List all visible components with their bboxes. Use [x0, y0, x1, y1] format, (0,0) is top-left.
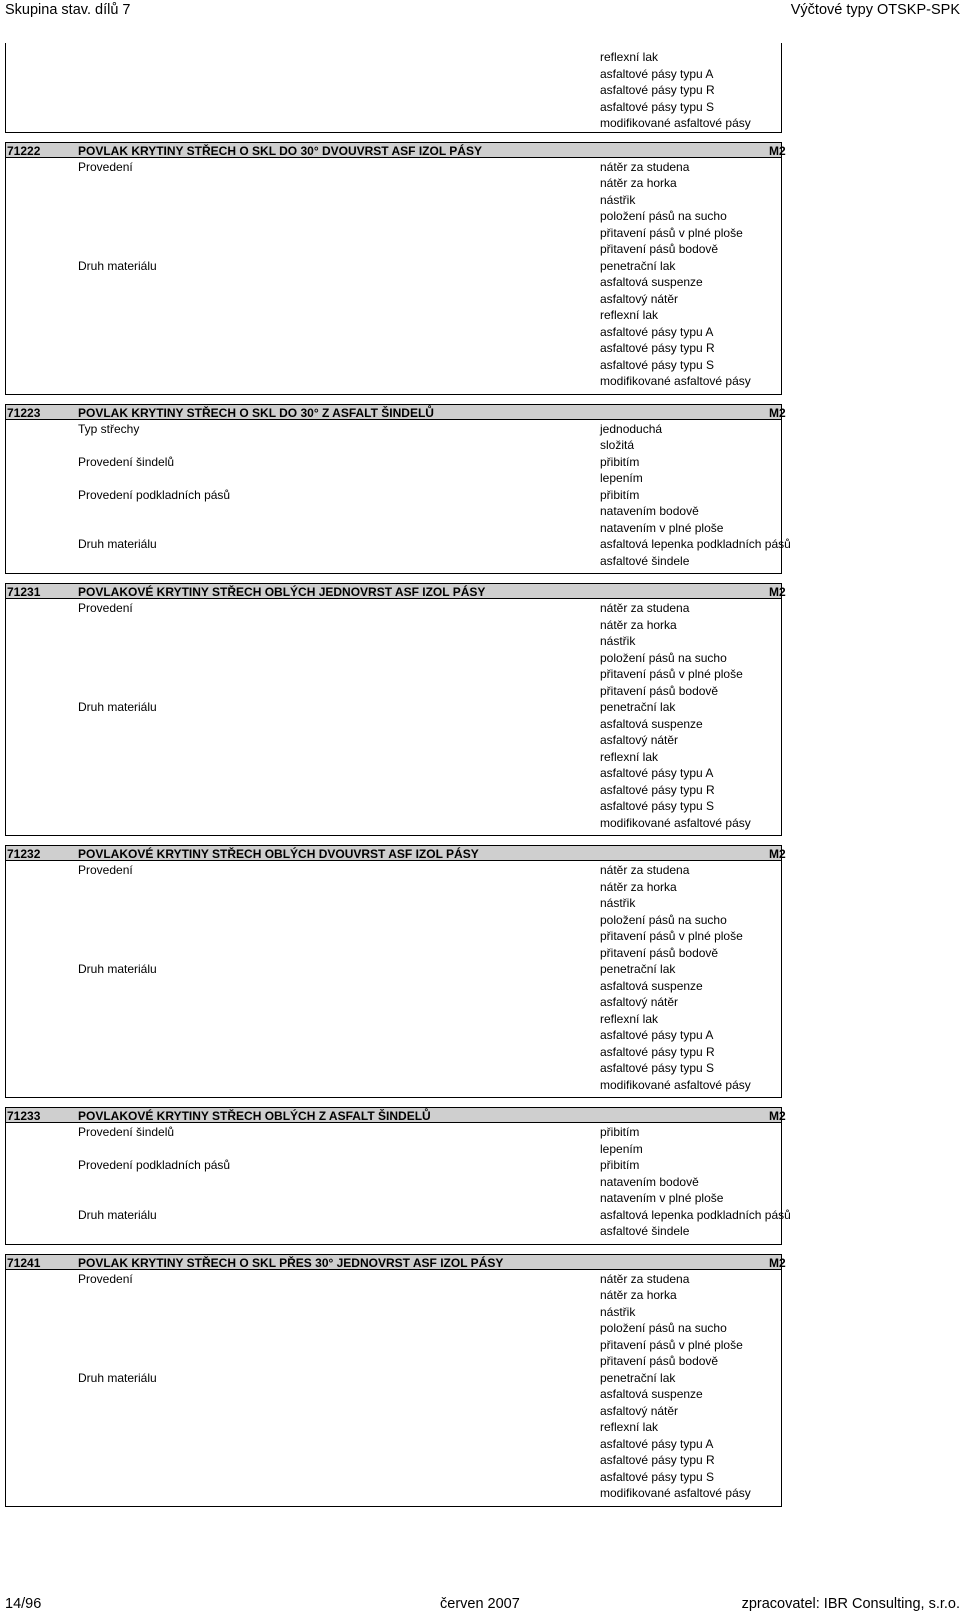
- property-label: Provedení podkladních pásů: [78, 1158, 231, 1172]
- value-item: nástřik: [600, 1304, 636, 1319]
- value-item: nátěr za horka: [600, 1288, 677, 1302]
- property-values: [600, 1370, 751, 1502]
- value-item: nátěr za studena: [600, 1271, 690, 1286]
- value-item: asfaltová suspenze: [600, 978, 703, 993]
- value-item: lepením: [600, 471, 643, 485]
- item-block: [5, 845, 786, 1098]
- value-item: přitavení pásů bodově: [600, 242, 719, 256]
- continuation-block: [5, 43, 782, 133]
- property-values: [600, 600, 743, 699]
- value-item: asfaltové pásy typu R: [600, 83, 715, 97]
- value-item: přitavení pásů bodově: [600, 945, 719, 960]
- property-label: Druh materiálu: [78, 1207, 157, 1222]
- value-item: asfaltové pásy typu S: [600, 1469, 715, 1484]
- value-item: asfaltová lepenka podkladních pásů: [600, 1207, 791, 1222]
- continuation-values: [600, 49, 751, 132]
- value-item: nátěr za horka: [600, 176, 677, 190]
- property-label: Druh materiálu: [78, 700, 157, 714]
- value-item: asfaltový nátěr: [600, 995, 679, 1009]
- value-item: asfaltové pásy typu A: [600, 1436, 714, 1451]
- property-label: Provedení podkladních pásů: [78, 487, 231, 502]
- item-title: POVLAKOVÉ KRYTINY STŘECH OBLÝCH Z ASFALT ŠINDELŮ: [78, 1109, 431, 1123]
- property-label: Druh materiálu: [78, 537, 157, 551]
- property-values: [600, 1207, 791, 1240]
- property-label: Druh materiálu: [78, 962, 157, 976]
- value-item: přitavení pásů v plné ploše: [600, 225, 743, 240]
- item-code: 71241: [7, 1255, 41, 1270]
- page-number: 14/96: [5, 1596, 42, 1612]
- value-item: přibitím: [600, 487, 640, 502]
- item-header-bar: [6, 1254, 786, 1270]
- value-item: modifikované asfaltové pásy: [600, 1486, 751, 1500]
- value-item: asfaltové pásy typu R: [600, 1044, 715, 1059]
- value-item: asfaltová suspenze: [600, 1387, 703, 1401]
- item-code: 71223: [7, 405, 41, 420]
- value-item: asfaltová suspenze: [600, 275, 703, 289]
- page-header: [0, 0, 960, 24]
- value-item: lepením: [600, 1141, 643, 1156]
- value-item: jednoduchá: [600, 421, 663, 436]
- value-item: nástřik: [600, 634, 636, 648]
- item-title: POVLAK KRYTINY STŘECH O SKL DO 30° Z ASFALT ŠINDELŮ: [78, 405, 434, 420]
- item-block: [5, 1107, 791, 1245]
- property-values: [600, 487, 723, 537]
- property-label: Provedení: [78, 601, 133, 615]
- property-values: [600, 961, 751, 1093]
- value-item: asfaltové pásy typu R: [600, 782, 715, 797]
- footer-date: červen 2007: [440, 1596, 520, 1612]
- value-item: modifikované asfaltové pásy: [600, 815, 751, 830]
- item-block: [5, 142, 786, 395]
- value-item: nátěr za horka: [600, 879, 677, 894]
- item-header-bar: [6, 142, 786, 158]
- value-item: reflexní lak: [600, 1011, 659, 1026]
- value-item: asfaltové pásy typu R: [600, 1453, 715, 1467]
- value-item: asfaltové šindele: [600, 1224, 690, 1238]
- value-item: asfaltové pásy typu R: [600, 341, 715, 355]
- value-item: přitavení pásů bodově: [600, 1354, 719, 1368]
- item-header-bar: [6, 404, 786, 420]
- property-values: [600, 1157, 723, 1207]
- item-unit: M2: [769, 405, 786, 420]
- value-item: asfaltový nátěr: [600, 1403, 679, 1418]
- property-label: Provedení: [78, 863, 133, 877]
- value-item: reflexní lak: [600, 1420, 659, 1434]
- item-header-bar: [6, 583, 786, 599]
- value-item: reflexní lak: [600, 308, 659, 322]
- value-item: nátěr za studena: [600, 863, 690, 877]
- property-values: [600, 536, 791, 569]
- item-unit: M2: [769, 143, 786, 158]
- value-item: asfaltová lepenka podkladních pásů: [600, 537, 791, 551]
- property-values: [600, 159, 743, 258]
- item-header-bar: [6, 1107, 786, 1123]
- property-label: Provedení: [78, 1271, 133, 1286]
- value-item: přibitím: [600, 1125, 640, 1139]
- value-item: asfaltové pásy typu S: [600, 99, 715, 114]
- property-label: Druh materiálu: [78, 258, 157, 273]
- property-label: Provedení: [78, 159, 133, 174]
- item-unit: M2: [769, 847, 786, 861]
- value-item: natavením bodově: [600, 1174, 699, 1189]
- item-code: 71232: [7, 847, 41, 861]
- property-values: [600, 699, 751, 831]
- value-item: položení pásů na sucho: [600, 209, 727, 223]
- value-item: položení pásů na sucho: [600, 650, 727, 665]
- value-item: asfaltové pásy typu S: [600, 357, 715, 372]
- value-item: modifikované asfaltové pásy: [600, 1077, 751, 1092]
- value-item: asfaltový nátěr: [600, 291, 679, 306]
- property-values: [600, 1271, 743, 1370]
- value-item: asfaltové pásy typu A: [600, 324, 714, 339]
- value-item: penetrační lak: [600, 258, 676, 273]
- property-values: [600, 1124, 643, 1157]
- value-item: penetrační lak: [600, 1370, 676, 1385]
- value-item: nástřik: [600, 896, 636, 910]
- item-title: POVLAK KRYTINY STŘECH O SKL DO 30° DVOUVRST ASF IZOL PÁSY: [78, 143, 482, 158]
- item-unit: M2: [769, 585, 786, 599]
- value-item: asfaltové pásy typu A: [600, 1028, 714, 1042]
- footer-author: zpracovatel: IBR Consulting, s.r.o.: [741, 1596, 960, 1612]
- value-item: položení pásů na sucho: [600, 912, 727, 927]
- item-unit: M2: [769, 1109, 786, 1123]
- property-values: [600, 862, 743, 961]
- header-group-title: Skupina stav. dílů 7: [5, 2, 131, 18]
- property-label: Provedení šindelů: [78, 1125, 175, 1139]
- property-values: [600, 421, 662, 454]
- item-block: [5, 404, 791, 575]
- item-block: [5, 583, 786, 836]
- value-item: přitavení pásů v plné ploše: [600, 667, 743, 681]
- property-label: Druh materiálu: [78, 1370, 157, 1385]
- property-values: [600, 258, 751, 390]
- value-item: přibitím: [600, 1158, 640, 1172]
- value-item: přibitím: [600, 454, 640, 469]
- property-label: Provedení šindelů: [78, 454, 175, 469]
- value-item: natavením bodově: [600, 504, 699, 518]
- property-label: Typ střechy: [78, 421, 140, 436]
- value-item: nátěr za horka: [600, 617, 677, 632]
- value-item: modifikované asfaltové pásy: [600, 374, 751, 388]
- value-item: penetrační lak: [600, 962, 676, 976]
- item-unit: M2: [769, 1255, 786, 1270]
- value-item: natavením v plné ploše: [600, 520, 724, 535]
- value-item: natavením v plné ploše: [600, 1191, 724, 1205]
- item-code: 71231: [7, 585, 41, 599]
- item-header-bar: [6, 845, 786, 861]
- item-title: POVLAKOVÉ KRYTINY STŘECH OBLÝCH JEDNOVRST ASF IZOL PÁSY: [78, 585, 486, 599]
- value-item: asfaltový nátěr: [600, 733, 679, 747]
- property-values: [600, 454, 643, 487]
- value-item: přitavení pásů bodově: [600, 683, 719, 698]
- item-code: 71233: [7, 1109, 41, 1123]
- value-item: asfaltové pásy typu A: [600, 766, 714, 780]
- value-item: nátěr za studena: [600, 601, 690, 615]
- value-item: asfaltové pásy typu S: [600, 799, 715, 813]
- value-item: nástřik: [600, 192, 636, 207]
- value-item: asfaltové pásy typu A: [600, 66, 714, 81]
- item-title: POVLAK KRYTINY STŘECH O SKL PŘES 30° JEDNOVRST ASF IZOL PÁSY: [78, 1255, 504, 1270]
- value-item: přitavení pásů v plné ploše: [600, 929, 743, 943]
- item-block: [5, 1254, 786, 1507]
- value-item: přitavení pásů v plné ploše: [600, 1337, 743, 1352]
- value-item: položení pásů na sucho: [600, 1321, 727, 1335]
- value-item: asfaltová suspenze: [600, 716, 703, 731]
- value-item: asfaltové šindele: [600, 553, 690, 568]
- value-item: nátěr za studena: [600, 159, 690, 174]
- value-item: reflexní lak: [600, 50, 659, 64]
- item-title: POVLAKOVÉ KRYTINY STŘECH OBLÝCH DVOUVRST ASF IZOL PÁSY: [78, 847, 479, 861]
- value-item: modifikované asfaltové pásy: [600, 116, 751, 130]
- value-item: penetrační lak: [600, 700, 676, 714]
- item-code: 71222: [7, 143, 41, 158]
- value-item: asfaltové pásy typu S: [600, 1061, 715, 1075]
- value-item: složitá: [600, 438, 635, 452]
- value-item: reflexní lak: [600, 749, 659, 764]
- header-doc-title: Výčtové typy OTSKP-SPK: [790, 2, 960, 18]
